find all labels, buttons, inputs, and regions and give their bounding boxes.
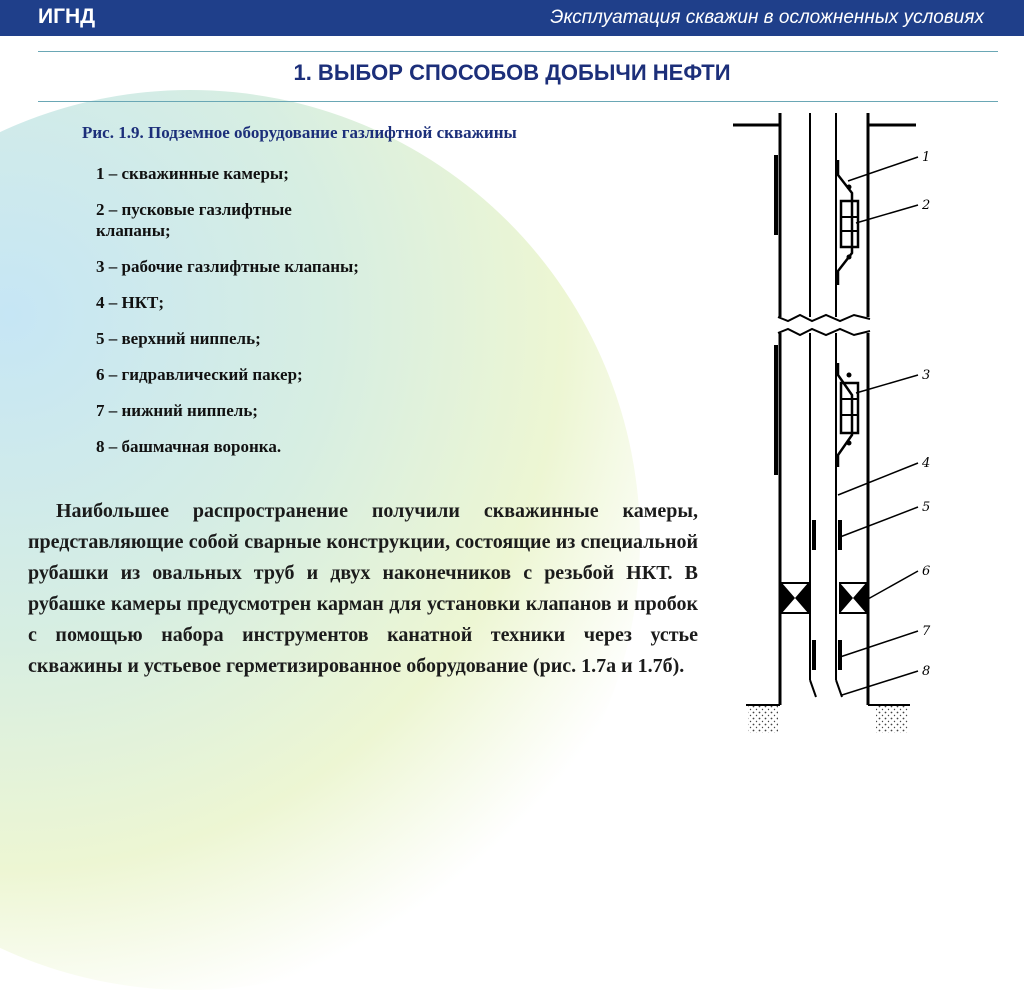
legend-item-5: 5 – верхний ниппель;: [96, 329, 261, 348]
leader-6: [868, 571, 918, 599]
figure-caption: Рис. 1.9. Подземное оборудование газлифтной скважины: [82, 123, 517, 142]
slide-title: 1. ВЫБОР СПОСОБОВ ДОБЫЧИ НЕФТИ: [293, 60, 731, 85]
leader-3: [856, 375, 918, 393]
legend-item-8: 8 – башмачная воронка.: [96, 437, 282, 456]
callout-5: 5: [922, 500, 931, 515]
start-valve-upper: [841, 201, 858, 247]
callout-6: 6: [922, 564, 931, 579]
break-mark-upper: [778, 315, 870, 321]
callout-1: 1: [922, 150, 931, 165]
legend-item-4: 4 – НКТ;: [96, 293, 165, 312]
ground-left: [748, 705, 778, 733]
leader-8: [842, 671, 918, 695]
title-divider: [38, 101, 998, 102]
leader-1: [848, 157, 918, 181]
legend-item-6: 6 – гидравлический пакер;: [96, 365, 303, 384]
ground-right: [876, 705, 908, 733]
callout-3: 3: [922, 368, 931, 383]
leader-4: [838, 463, 918, 495]
legend-list: [96, 163, 496, 472]
funnel-shoe: [810, 680, 842, 697]
callout-2: 2: [922, 198, 931, 213]
well-equipment-diagram: [728, 105, 968, 745]
legend-item-7: 7 – нижний ниппель;: [96, 401, 258, 420]
hydraulic-packer: [782, 583, 866, 613]
header-bar: [0, 0, 1024, 36]
header-logo: ИГНД: [38, 5, 96, 28]
leader-2: [856, 205, 918, 223]
top-divider: [38, 51, 998, 52]
legend-item-1: 1 – скважинные камеры;: [96, 164, 289, 183]
legend-item-3: 3 – рабочие газлифтные клапаны;: [96, 257, 359, 276]
callout-8: 8: [922, 664, 931, 679]
legend-item-2: 2 – пусковые газлифтные клапаны;: [96, 200, 292, 240]
header-subtitle: Эксплуатация скважин в осложненных условиях: [550, 7, 984, 28]
break-mark-lower: [778, 329, 870, 335]
leader-5: [840, 507, 918, 537]
callout-7: 7: [922, 624, 931, 639]
body-paragraph: Наибольшее распространение получили скважинные камеры, представляющие собой сварные конструкции, состоящие из специальной рубашки из овальных труб и двух наконечников с резьбой НКТ. В рубашке камеры предусмотрен карман для установки клапанов и пробок с помощью набора инструментов канатной техники через устье скважины и устьевое герметизированное оборудование (рис. 1.7а и 1.7б).: [28, 500, 698, 677]
leader-7: [840, 631, 918, 657]
callout-4: 4: [922, 456, 931, 471]
